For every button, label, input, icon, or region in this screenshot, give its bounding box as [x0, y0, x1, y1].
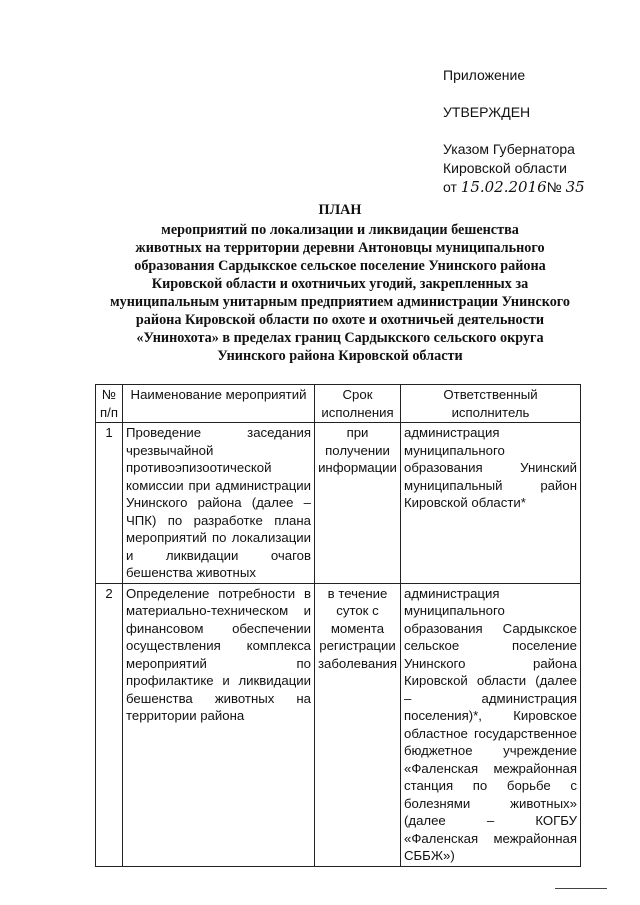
row-name: Проведение заседания чрезвычайной противоэпизоотической комиссии при администрации Унинского района (далее – ЧПК) по разработке плана мероприятий по локализации и ликвидации очагов бешенства животных — [123, 423, 315, 584]
plan-title-line: Унинского района Кировской области — [217, 348, 463, 364]
plan-title-line: «Унинохота» в пределах границ Сардыкского сельского округа — [136, 330, 544, 346]
footnote-separator — [555, 888, 607, 889]
approval-stamp — [443, 66, 585, 197]
plan-title-line: мероприятий по локализации и ликвидации бешенства — [161, 222, 519, 238]
date-prefix: от — [443, 179, 457, 195]
row-responsible: администрация муниципального образования Сардыкское сельское поселение Унинского района Кировской области (далее – администрация поселения)*, Кировское областное государственное бюджетное учреждение «Фаленская межрайонная станция по борьбе с болезнями животных» (далее – КОГБУ «Фаленская межрайонная СББЖ») — [400, 583, 580, 866]
plan-title-line: образования Сардыкское сельское поселение Унинского района — [134, 258, 546, 274]
row-num: 2 — [96, 583, 123, 866]
row-responsible: администрация муниципального образования Унинский муниципальный район Кировской области* — [400, 423, 580, 584]
plan-title-line: животных на территории деревни Антоновцы муниципального — [135, 240, 545, 256]
row-name: Определение потребности в материально-техническом и финансовом обеспечении осуществления комплекса мероприятий по профилактике и ликвидации бешенства животных на территории района — [123, 583, 315, 866]
plan-title-line: муниципальным унитарным предприятием администрации Унинского — [109, 294, 570, 310]
header-name: Наименование мероприятий — [123, 385, 315, 423]
appendix-label: Приложение — [443, 67, 526, 83]
header-responsible: Ответственный исполнитель — [400, 385, 580, 423]
number-prefix: № — [546, 179, 562, 195]
header-term: Срок исполнения — [315, 385, 401, 423]
plan-title-line: района Кировской области по охоте и охотничьей деятельности — [135, 312, 545, 328]
table-row — [96, 423, 581, 584]
table-header-row — [96, 385, 581, 423]
plan-heading: ПЛАН — [318, 202, 362, 218]
plan-title-line: Кировской области и охотничьих угодий, закрепленных за — [151, 276, 529, 292]
decree-line-1: Указом Губернатора — [443, 141, 575, 157]
row-num: 1 — [96, 423, 123, 584]
table-row — [96, 583, 581, 866]
handwritten-date: 15.02.2016 — [460, 178, 547, 196]
plan-title-block — [60, 201, 620, 365]
handwritten-number: 35 — [565, 178, 585, 196]
decree-line-2: Кировской области — [443, 160, 567, 176]
header-num: № п/п — [96, 385, 123, 423]
row-term: при получении информации — [315, 423, 401, 584]
decree-date-number — [443, 178, 585, 197]
measures-table — [95, 384, 581, 867]
row-term: в течение суток с момента регистрации заболевания — [315, 583, 401, 866]
approved-label: УТВЕРЖДЕН — [443, 104, 531, 120]
